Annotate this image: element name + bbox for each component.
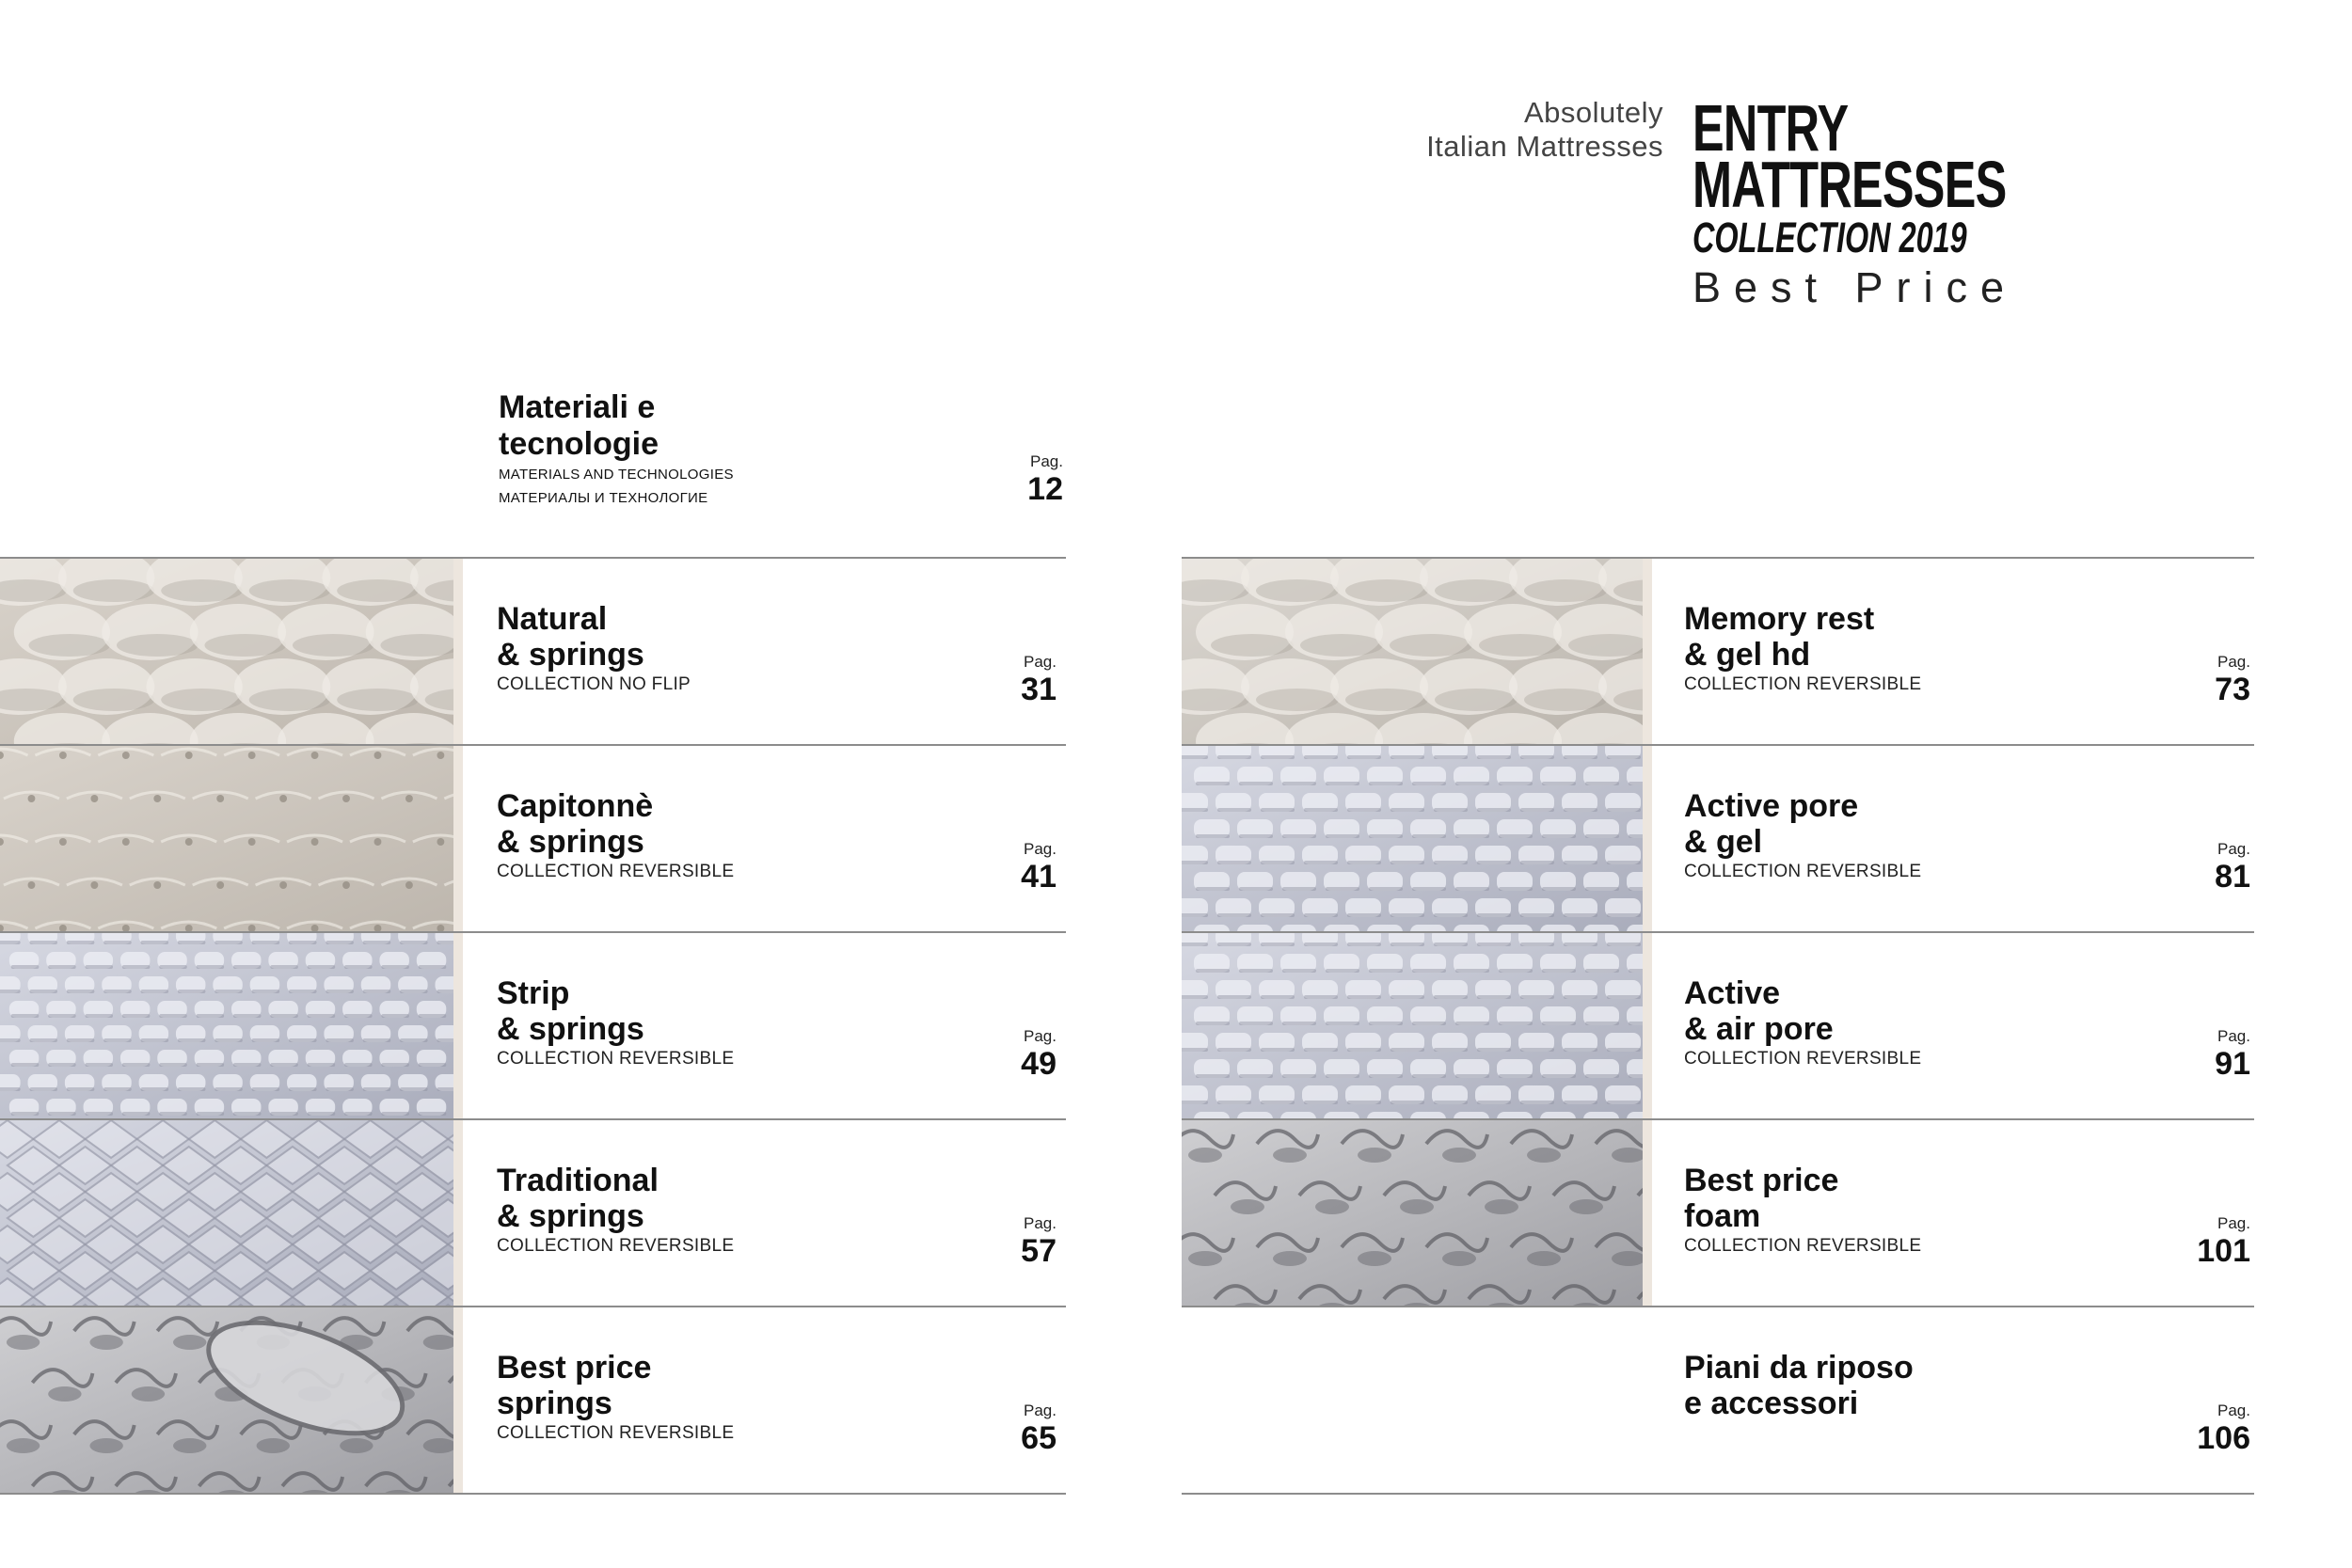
entry-title-line-1: Strip [497, 975, 570, 1011]
entry-title-line-2: & springs [497, 1198, 644, 1234]
mattress-texture-image [0, 933, 463, 1118]
entry-page-ref [2215, 653, 2250, 707]
toc-entry-capitonne-springs[interactable] [0, 744, 1066, 931]
toc-entry-active-air-pore[interactable] [1182, 931, 2254, 1118]
brand-line-collection: COLLECTION 2019 [1692, 214, 1967, 261]
entry-title-line-2: & springs [497, 637, 644, 673]
mattress-thumbnail [0, 1120, 463, 1306]
intro-page-ref[interactable] [969, 452, 1063, 507]
entry-page-ref [2197, 1402, 2250, 1456]
mattress-thumbnail [0, 933, 463, 1118]
page-label: Pag. [2217, 1214, 2250, 1232]
entry-collection-note: COLLECTION REVERSIBLE [497, 1049, 735, 1069]
intro-subtitle-en: MATERIALS AND TECHNOLOGIES [499, 467, 734, 483]
mattress-thumbnail [0, 559, 463, 744]
page-label: Pag. [1030, 452, 1063, 470]
page-label: Pag. [1024, 840, 1057, 858]
toc-entry-active-pore-gel[interactable] [1182, 744, 2254, 931]
entry-title-line-1: Best price [497, 1350, 652, 1386]
mattress-texture-image [0, 746, 463, 931]
page-number: 73 [2215, 672, 2250, 707]
entry-collection-note: COLLECTION REVERSIBLE [1684, 1049, 1922, 1069]
mattress-texture-image [1182, 746, 1652, 931]
entry-collection-note: COLLECTION REVERSIBLE [497, 1423, 735, 1443]
mattress-thumbnail [1182, 746, 1652, 931]
toc-entry-strip-springs[interactable] [0, 931, 1066, 1118]
page-label: Pag. [2217, 1402, 2250, 1419]
entry-page-ref [1021, 1214, 1057, 1269]
entry-page-ref [1021, 1402, 1057, 1456]
page-number: 49 [1021, 1046, 1057, 1082]
entry-title-line-1: Natural [497, 601, 608, 637]
tagline [1223, 96, 1663, 164]
entry-page-ref [1021, 653, 1057, 707]
entry-title-line-2: & springs [497, 824, 644, 860]
page-label: Pag. [2217, 840, 2250, 858]
brand-line-best-price: Best Price [1692, 263, 2018, 311]
entry-title-line-1: Piani da riposo [1684, 1350, 1914, 1386]
mattress-texture-image [1182, 933, 1652, 1118]
mattress-texture-image [0, 1120, 463, 1306]
toc-entry-best-price-foam[interactable] [1182, 1118, 2254, 1306]
entry-title-line-2: foam [1684, 1198, 1761, 1234]
intro-title-line-1: Materiali e [499, 389, 656, 425]
entry-title-line-1: Best price [1684, 1163, 1839, 1198]
mattress-thumbnail [1182, 1120, 1652, 1306]
page-number: 81 [2215, 859, 2250, 895]
entry-collection-note: COLLECTION REVERSIBLE [1684, 1236, 1922, 1256]
right-column [1182, 557, 2254, 1495]
mattress-texture-image [0, 1307, 463, 1493]
intro-subtitle-ru: МАТЕРИАЛЫ И ТЕХНОЛОГИЕ [499, 490, 708, 506]
mattress-thumbnail [0, 1307, 463, 1493]
mattress-thumbnail [1182, 559, 1652, 744]
entry-title-line-1: Active [1684, 975, 1781, 1011]
page-number: 57 [1021, 1233, 1057, 1269]
entry-title-line-2: & gel [1684, 824, 1763, 860]
intro-title-line-2: tecnologie [499, 426, 660, 462]
entry-page-ref [1021, 840, 1057, 895]
page-number: 101 [2197, 1233, 2250, 1269]
mattress-thumbnail [1182, 933, 1652, 1118]
toc-entry-memory-rest-gel[interactable] [1182, 557, 2254, 744]
mattress-thumbnail [0, 746, 463, 931]
entry-title-line-1: Capitonnè [497, 788, 654, 824]
page-label: Pag. [1024, 653, 1057, 671]
page-number: 65 [1021, 1420, 1057, 1456]
mattress-texture-image [1182, 1120, 1652, 1306]
page-number: 31 [1021, 672, 1057, 707]
mattress-texture-image [1182, 559, 1652, 744]
entry-page-ref [2215, 840, 2250, 895]
brand-logo [1692, 91, 2128, 312]
tagline-line-1: Absolutely [1523, 96, 1663, 129]
entry-collection-note: COLLECTION REVERSIBLE [497, 862, 735, 881]
page-number: 12 [1027, 471, 1063, 507]
page-label: Pag. [1024, 1402, 1057, 1419]
entry-collection-note: COLLECTION NO FLIP [497, 674, 691, 694]
page-label: Pag. [2217, 653, 2250, 671]
page-label: Pag. [1024, 1214, 1057, 1232]
page-label: Pag. [2217, 1027, 2250, 1045]
entry-title-line-2: e accessori [1684, 1386, 1859, 1421]
page-label: Pag. [1024, 1027, 1057, 1045]
entry-collection-note: COLLECTION REVERSIBLE [1684, 862, 1922, 881]
brand-line-mattresses: MATTRESSES [1692, 148, 2007, 221]
tagline-line-2: Italian Mattresses [1426, 130, 1663, 163]
brand-line-entry: ENTRY [1692, 91, 1849, 165]
entry-collection-note: COLLECTION REVERSIBLE [497, 1236, 735, 1256]
left-column [0, 557, 1066, 1495]
entry-title-line-1: Traditional [497, 1163, 659, 1198]
entry-title-line-1: Memory rest [1684, 601, 1875, 637]
entry-title-line-1: Active pore [1684, 788, 1859, 824]
entry-page-ref [2197, 1214, 2250, 1269]
toc-entry-natural-springs[interactable] [0, 557, 1066, 744]
entry-collection-note: COLLECTION REVERSIBLE [1684, 674, 1922, 694]
entry-title-line-2: springs [497, 1386, 612, 1421]
entry-title-line-2: & air pore [1684, 1011, 1834, 1047]
page-number: 41 [1021, 859, 1057, 895]
toc-entry-traditional-springs[interactable] [0, 1118, 1066, 1306]
mattress-texture-image [0, 559, 463, 744]
page-number: 91 [2215, 1046, 2250, 1082]
entry-page-ref [1021, 1027, 1057, 1082]
page-number: 106 [2197, 1420, 2250, 1456]
toc-entry-best-price-springs[interactable] [0, 1306, 1066, 1495]
entry-title-line-2: & gel hd [1684, 637, 1811, 673]
entry-page-ref [2215, 1027, 2250, 1082]
toc-entry-piani-da-riposo[interactable] [1182, 1306, 2254, 1495]
entry-title-line-2: & springs [497, 1011, 644, 1047]
